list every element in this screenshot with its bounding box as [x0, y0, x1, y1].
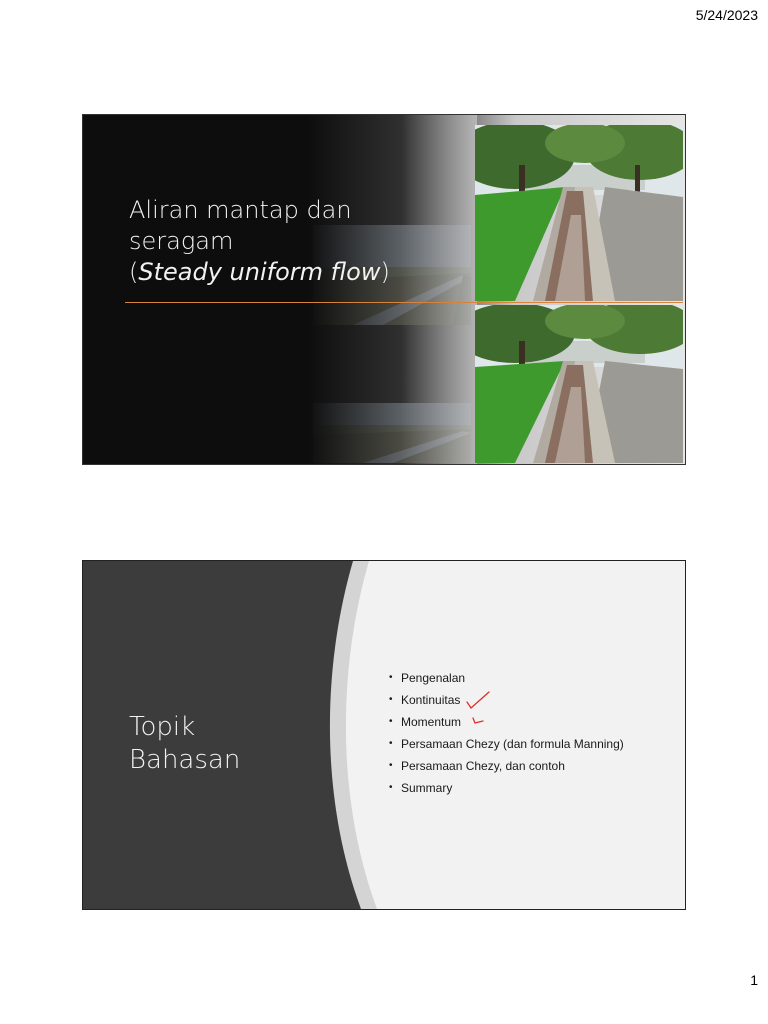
red-checkmark-icon: [465, 689, 491, 711]
title-underline-rule: [125, 302, 683, 303]
topic-item: • Kontinuitas: [389, 689, 624, 711]
title-paren-close: ): [380, 258, 390, 286]
topics-list: [389, 667, 624, 799]
topic-item: • Persamaan Chezy (dan formula Manning): [389, 733, 624, 755]
topic-item: • Pengenalan: [389, 667, 624, 689]
slide-title: [82, 114, 686, 465]
slide-topics: [82, 560, 686, 910]
photo-fade-overlay: [307, 115, 477, 464]
red-checkmark-icon: [471, 714, 485, 726]
topic-item: • Persamaan Chezy, dan contoh: [389, 755, 624, 777]
title-paren-open: (: [129, 258, 139, 286]
topics-title-line-2: Bahasan: [129, 745, 241, 775]
title-line-3: [129, 257, 409, 288]
title-english-italic: Steady uniform flow: [138, 258, 381, 286]
topic-item: • Momentum: [389, 711, 624, 733]
topics-title-line-1: Topik: [129, 712, 196, 742]
slide-title-text: [129, 195, 409, 288]
title-line-2: seragam: [129, 227, 234, 255]
title-line-1: Aliran mantap dan: [129, 196, 352, 224]
topics-title: [129, 711, 240, 777]
page-number: 1: [750, 972, 758, 988]
header-date: 5/24/2023: [695, 7, 758, 23]
topic-item: • Summary: [389, 777, 624, 799]
channel-photo-top: [475, 125, 683, 301]
channel-photo-bottom: [475, 305, 683, 463]
